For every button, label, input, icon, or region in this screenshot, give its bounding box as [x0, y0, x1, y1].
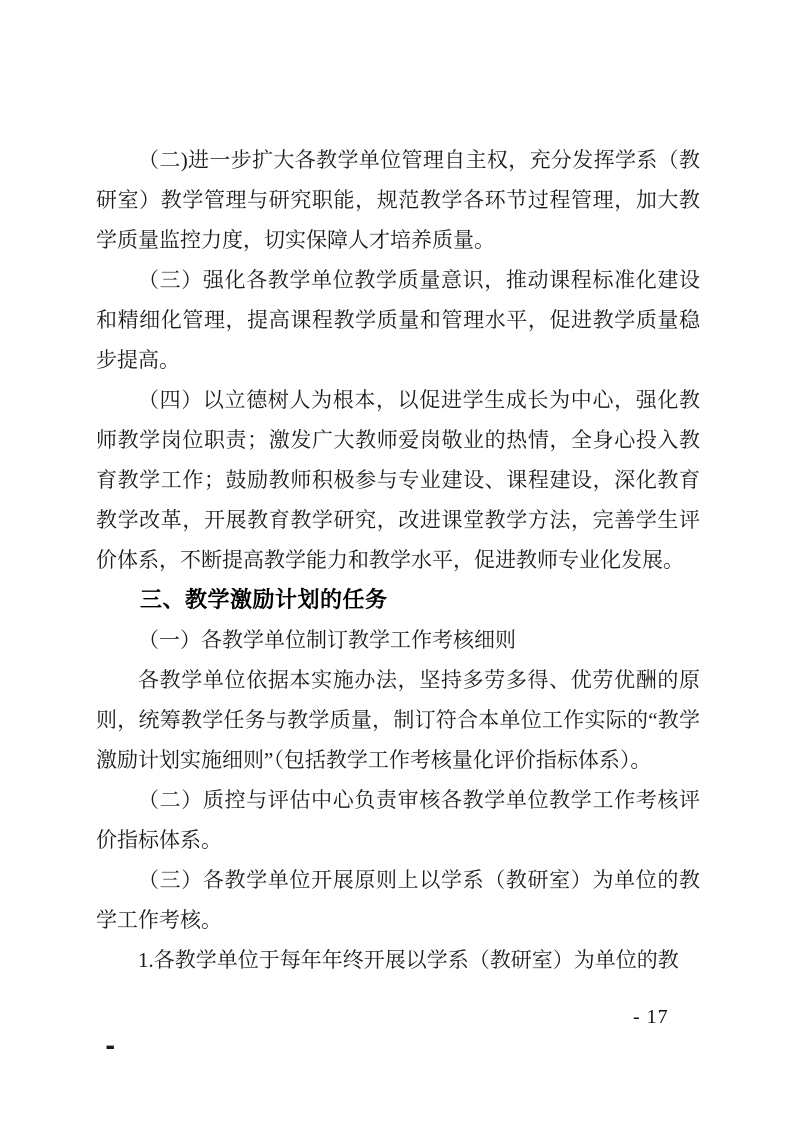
document-text-block: [96, 140, 700, 980]
paragraph-numbered-1-year-end-assessment: 1.各教学单位于每年年终开展以学系（教研室）为单位的教: [138, 948, 679, 972]
footer-stray-dash: -: [103, 1032, 118, 1060]
paragraph-item-2-quality-control-center: （二）质控与评估中心负责审核各教学单位教学工作考核评价指标体系。: [96, 788, 700, 852]
paragraph-item-3-department-assessment: （三）各教学单位开展原则上以学系（教研室）为单位的教学工作考核。: [96, 868, 700, 932]
paragraph-item-3-quality-awareness: （三）强化各教学单位教学质量意识，推动课程标准化建设和精细化管理，提高课程教学质量和管理水平，促进教学质量稳步提高。: [96, 268, 700, 372]
paragraph-item-2-expand-autonomy: （二)进一步扩大各教学单位管理自主权，充分发挥学系（教研室）教学管理与研究职能，规范教学各环节过程管理，加大教学质量监控力度，切实保障人才培养质量。: [96, 148, 700, 252]
page-number: - 17: [633, 1006, 669, 1028]
paragraph-body-implementation-rules: 各教学单位依据本实施办法，坚持多劳多得、优劳优酬的原则，统筹教学任务与教学质量，制订符合本单位工作实际的“教学激励计划实施细则”（包括教学工作考核量化评价指标体系）。: [96, 668, 700, 772]
section-heading-tasks-of-incentive-plan: 三、教学激励计划的任务: [140, 587, 388, 612]
paragraph-item-1-assessment-rules: （一）各教学单位制订教学工作考核细则: [138, 628, 516, 652]
paragraph-item-4-moral-education: （四）以立德树人为根本，以促进学生成长为中心，强化教师教学岗位职责；激发广大教师爱岗敬业的热情，全身心投入教育教学工作；鼓励教师积极参与专业建设、课程建设，深化教育教学改革，开展教育教学研究，改进课堂教学方法，完善学生评价体系，不断提高教学能力和教学水平，促进教师专业化发展。: [96, 388, 700, 572]
